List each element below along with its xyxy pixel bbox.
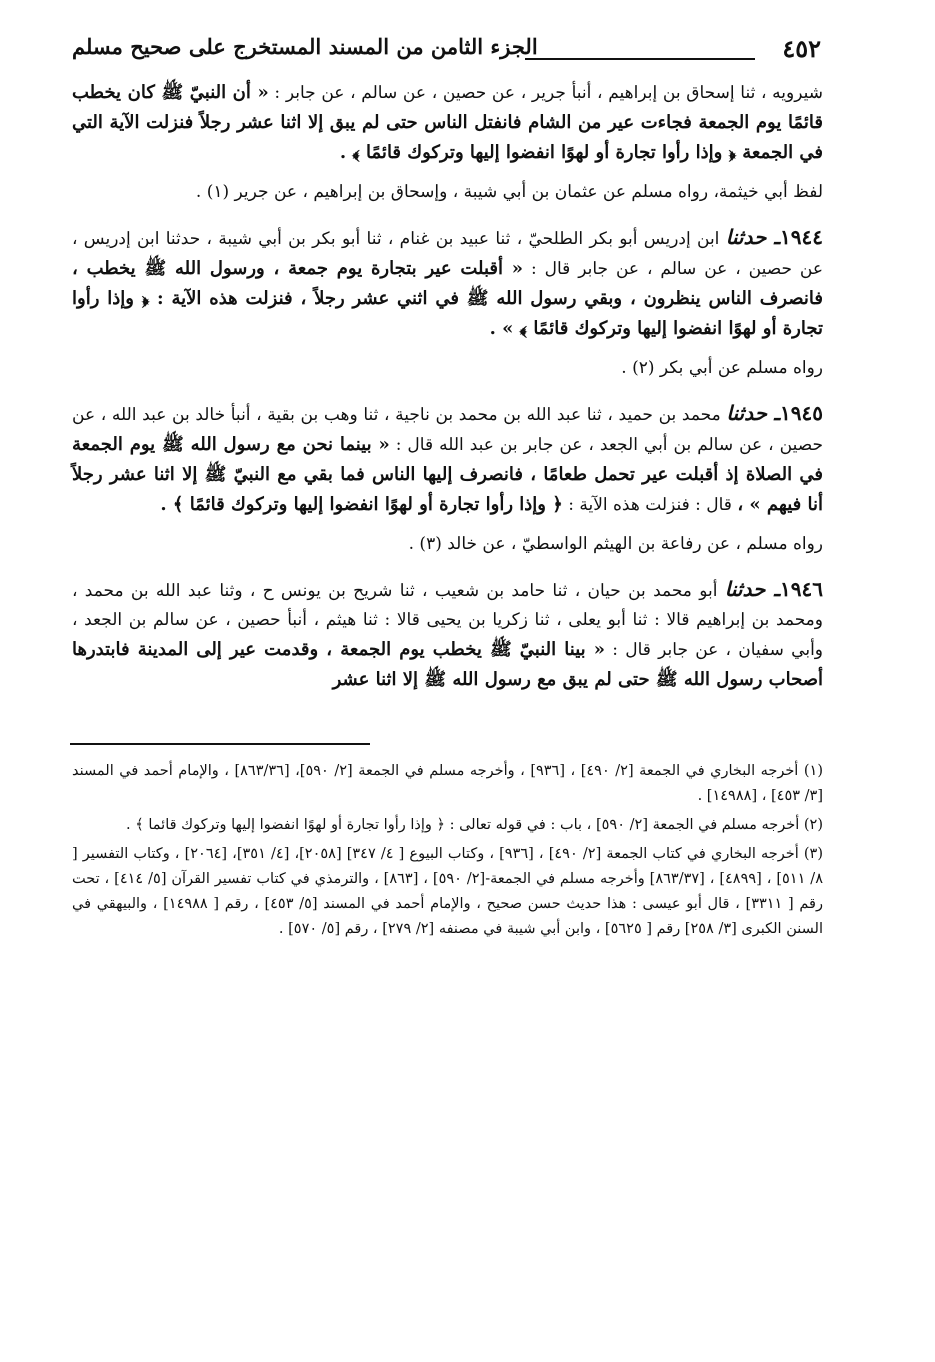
footnote-2: (٢) أخرجه مسلم في الجمعة [٢/ ٥٩٠] ، باب : في قوله تعالى : ﴿ وإذا رأوا تجارة أو لهوًا انفضوا إليها وتركوك قائما ﴾ . <box>126 817 823 833</box>
matn-text: « بينما نحن مع رسول الله ﷺ يوم الجمعة في الصلاة إذ أقبلت عير تحمل طعامًا ، فانصرف إليها الناس فما بقي مع النبيّ ﷺ إلا اثنا عشر رجلاً أنا فيهم » ، <box>72 434 823 515</box>
hadith-number: ١٩٤٤ <box>780 225 824 249</box>
hadith-number: ١٩٤٦ <box>780 577 823 601</box>
takhrij-note: لفظ أبي خيثمة، رواه مسلم عن عثمان بن أبي شيبة ، وإسحاق بن إبراهيم ، عن جرير (١) . <box>195 182 823 202</box>
book-page <box>72 34 823 1332</box>
isnad-text: محمد بن حميد ، ثنا عبد الله بن محمد بن ناجية ، ثنا وهب بن بقية ، أنبأ خالد بن عبد الله ، عن حصين ، عن سالم بن أبي الجعد ، عن جابر بن عبد الله قال : <box>72 405 823 455</box>
footnote-1: (١) أخرجه البخاري في الجمعة [٢/ ٤٩٠] ، [٩٣٦] ، وأخرجه مسلم في الجمعة [٢/ ٥٩٠]، [٨٦٣/٣٦] ، والإمام أحمد في المسند [٣/ ٤٥٣] ، [١٤٩٨٨] . <box>72 763 823 804</box>
haddathana-word: ـ حدثنا <box>724 577 781 601</box>
matn-text: « أقبلت عير بتجارة يوم جمعة ، ورسول الله ﷺ يخطب ، فانصرف الناس ينظرون ، وبقي رسول الله ﷺ في اثني عشر رجلاً ، فنزلت هذه الآية : ﴿ وإذا رأوا تجارة أو لهوًا انفضوا إليها وتركوك قائمًا ﴾ » . <box>72 258 823 339</box>
hadith-1945 <box>72 399 823 520</box>
takhrij-note: رواه مسلم عن أبي بكر (٢) . <box>621 358 823 378</box>
page-header <box>72 34 823 78</box>
haddathana-word: ـ حدثنا <box>725 225 781 249</box>
footnotes <box>72 759 823 942</box>
isnad-text: شيرويه ، ثنا إسحاق بن إبراهيم ، أنبأ جرير ، عن حصين ، عن سالم ، عن جابر : <box>274 83 823 103</box>
running-title: الجزء الثامن من المسند المستخرج على صحيح مسلم <box>72 34 538 59</box>
matn-text: « أن النبيّ ﷺ كان يخطب قائمًا يوم الجمعة فجاءت عير من الشام فانفتل الناس حتى لم يبق إلا اثنا عشر رجلاً فنزلت الآية التي في الجمعة ﴿ وإذا رأوا تجارة أو لهوًا انفضوا إليها وتركوك قائمًا ﴾ . <box>72 82 823 163</box>
hadith-number: ١٩٤٥ <box>780 401 823 425</box>
hadith-1944 <box>72 223 823 344</box>
page-number: ٤٥٢ <box>782 34 821 63</box>
quran-verse: ﴿ وإذا رأوا تجارة أو لهوًا انفضوا إليها وتركوك قائمًا ﴾ . <box>160 494 563 515</box>
haddathana-word: ـ حدثنا <box>726 401 781 425</box>
isnad-text: أبو محمد بن حيان ، ثنا حامد بن شعيب ، ثنا شريح بن يونس ح ، وثنا عبد الله بن محمد ، ومحمد بن إبراهيم قالا : ثنا أبو يعلى ، ثنا زكريا بن يحيى قالا : ثنا هيثم ، أنبأ حصين ، عن سالم بن الجعد ، وأبي سفيان ، عن جابر قال : <box>72 581 824 660</box>
header-rule <box>525 58 755 60</box>
hadith-1946 <box>72 575 823 695</box>
matn-text: « بينا النبيّ ﷺ يخطب يوم الجمعة ، وقدمت عير إلى المدينة فابتدرها أصحاب رسول الله ﷺ حتى لم يبق مع رسول الله ﷺ إلا اثنا عشر <box>72 639 823 690</box>
hadith-continuation <box>72 78 823 168</box>
narration-tail: قال : فنزلت هذه الآية : <box>568 495 732 515</box>
takhrij-note: رواه مسلم ، عن رفاعة بن الهيثم الواسطيّ ، عن خالد (٣) . <box>408 534 823 554</box>
footnote-3: (٣) أخرجه البخاري في كتاب الجمعة [٢/ ٤٩٠] ، [٩٣٦] ، وكتاب البيوع [ ٤/ ٣٤٧] [٢٠٥٨]، [٤/ ٣٥١]، [٢٠٦٤] ، وكتاب التفسير [ ٨/ ٥١١] ، [٤٨٩٩] ، [٨٦٣/٣٧] وأخرجه مسلم في الجمعة-[٢/ ٥٩٠] ، [٨٦٣] ، والترمذي في كتاب تفسير القرآن [٥/ ٤١٤] ، تحت رقم [ ٣٣١١] ، قال أبو عيسى : هذا حديث حسن صحيح ، والإمام أحمد في المسند [٥/ ٤٥٣] ، رقم [ ١٤٩٨٨] ، والبيهقي في السنن الكبرى [٣/ ٢٥٨] رقم [ ٥٦٢٥] ، وابن أبي شيبة في مصنفه [٢/ ٢٧٩] ، رقم [٥/ ٥٧٠] . <box>72 846 823 937</box>
footnote-separator <box>70 743 370 745</box>
isnad-text: ابن إدريس أبو بكر الطلحيّ ، ثنا عبيد بن غنام ، ثنا أبو بكر بن أبي شيبة ، حدثنا ابن إدريس ، عن حصين ، عن سالم ، عن جابر قال : <box>72 229 823 279</box>
